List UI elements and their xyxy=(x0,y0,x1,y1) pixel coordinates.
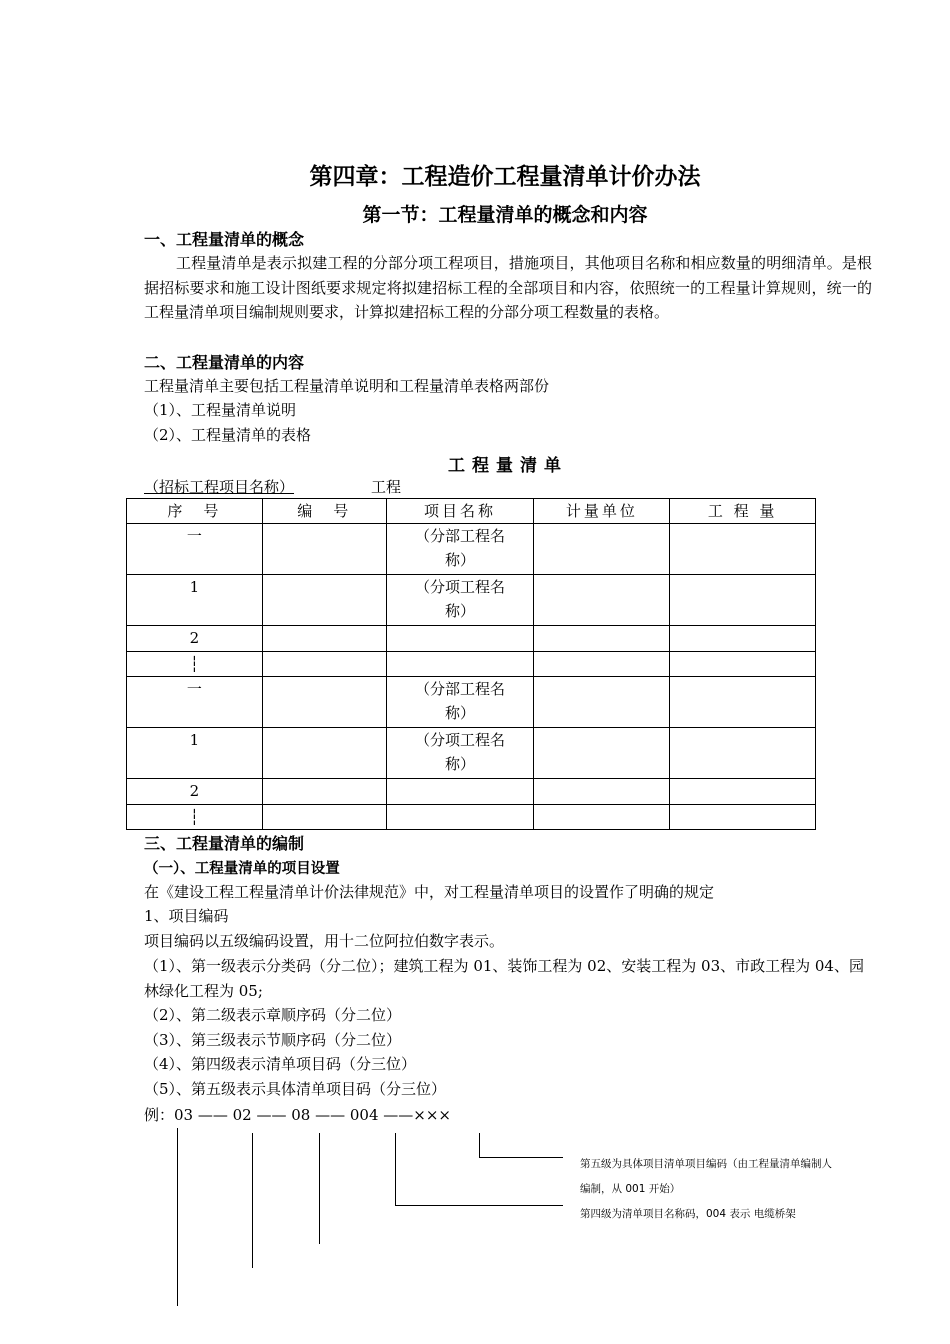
table-title: 工程量清单 xyxy=(448,456,568,476)
cell-quantity xyxy=(670,524,816,575)
cell-quantity xyxy=(670,779,816,805)
cell-code xyxy=(262,779,386,805)
compilation-para-1: 在《建设工程工程量清单计价法律规范》中，对工程量清单项目的设置作了明确的规定 xyxy=(144,883,715,901)
cell-code xyxy=(262,524,386,575)
compilation-para-2: 1、项目编码 xyxy=(144,907,229,925)
cell-quantity xyxy=(670,575,816,626)
heading-compilation: 三、工程量清单的编制 xyxy=(144,834,305,853)
table-row xyxy=(127,524,816,575)
cell-unit xyxy=(534,677,670,728)
content-item-1: （1）、工程量清单说明 xyxy=(144,401,297,419)
cell-unit xyxy=(534,728,670,779)
cell-item-name xyxy=(386,626,534,652)
concept-paragraph: 工程量清单是表示拟建工程的分部分项工程项目，措施项目，其他项目名称和相应数量的明细清单。是根据招标要求和施工设计图纸要求规定将拟建招标工程的全部项目和内容，依照统一的工程量计算规则，统一的工程量清单项目编制规则要求，计算拟建招标工程的分部分项工程数量的表格。 xyxy=(144,254,872,321)
cell-unit xyxy=(534,652,670,677)
note-level-4: 第四级为清单项目名称码，004 表示 电缆桥架 xyxy=(580,1208,796,1220)
table-row xyxy=(127,652,816,677)
connector-level-4 xyxy=(396,1133,564,1206)
code-example: 例：03 —— 02 —— 08 —— 004 ——××× xyxy=(144,1106,451,1124)
cell-item-name xyxy=(386,779,534,805)
cell-item-name: （分部工程名称） xyxy=(386,524,534,575)
cell-unit xyxy=(534,626,670,652)
cell-seq: 1 xyxy=(127,728,263,779)
cell-seq: 2 xyxy=(127,626,263,652)
cell-seq: 1 xyxy=(127,575,263,626)
cell-item-name: （分项工程名称） xyxy=(386,728,534,779)
subheading-item-setup: （一）、工程量清单的项目设置 xyxy=(144,861,340,877)
cell-quantity xyxy=(670,652,816,677)
code-level-2: （2）、第二级表示章顺序码（分二位） xyxy=(144,1006,402,1024)
header-seq: 序 号 xyxy=(127,499,263,524)
table-header-row xyxy=(127,499,816,524)
cell-seq: ┆ xyxy=(127,805,263,830)
cell-quantity xyxy=(670,728,816,779)
header-code: 编 号 xyxy=(262,499,386,524)
table-row xyxy=(127,677,816,728)
code-level-1: （1）、第一级表示分类码（分二位）；建筑工程为 01、装饰工程为 02、安装工程为 03、市政工程为 04、园林绿化工程为 05; xyxy=(144,957,864,1000)
header-quantity: 工 程 量 xyxy=(670,499,816,524)
table-row xyxy=(127,805,816,830)
cell-seq: 一 xyxy=(127,524,263,575)
cell-unit xyxy=(534,805,670,830)
cell-code xyxy=(262,652,386,677)
cell-code xyxy=(262,575,386,626)
chapter-title: 第四章：工程造价工程量清单计价办法 xyxy=(309,164,701,190)
code-level-5: （5）、第五级表示具体清单项目码（分三位） xyxy=(144,1080,447,1098)
cell-code xyxy=(262,677,386,728)
cell-unit xyxy=(534,524,670,575)
cell-item-name: （分部工程名称） xyxy=(386,677,534,728)
cell-seq: ┆ xyxy=(127,652,263,677)
compilation-para-3: 项目编码以五级编码设置，用十二位阿拉伯数字表示。 xyxy=(144,932,505,950)
cell-unit xyxy=(534,575,670,626)
cell-quantity xyxy=(670,677,816,728)
connector-level-5 xyxy=(480,1133,564,1158)
cell-quantity xyxy=(670,626,816,652)
cell-item-name xyxy=(386,805,534,830)
table-row xyxy=(127,728,816,779)
cell-item-name xyxy=(386,652,534,677)
cell-item-name: （分项工程名称） xyxy=(386,575,534,626)
note-level-5-line2: 编制，从 001 开始） xyxy=(580,1183,681,1195)
project-suffix: 工程 xyxy=(371,478,402,496)
heading-concept: 一、工程量清单的概念 xyxy=(144,230,305,249)
note-level-5-line1: 第五级为具体项目清单项目编码（由工程量清单编制人 xyxy=(580,1158,832,1170)
content-intro: 工程量清单主要包括工程量清单说明和工程量清单表格两部份 xyxy=(144,377,550,395)
code-level-4: （4）、第四级表示清单项目码（分三位） xyxy=(144,1055,417,1073)
cell-code xyxy=(262,805,386,830)
cell-code xyxy=(262,626,386,652)
cell-unit xyxy=(534,779,670,805)
header-unit: 计量单位 xyxy=(534,499,670,524)
cell-quantity xyxy=(670,805,816,830)
heading-content: 二、工程量清单的内容 xyxy=(144,353,305,372)
cell-code xyxy=(262,728,386,779)
header-item-name: 项目名称 xyxy=(386,499,534,524)
table-row xyxy=(127,626,816,652)
table-row xyxy=(127,575,816,626)
cell-seq: 一 xyxy=(127,677,263,728)
table-row xyxy=(127,779,816,805)
project-name: （招标工程项目名称） xyxy=(144,478,295,496)
bill-of-quantities-table xyxy=(126,498,816,830)
section-title: 第一节：工程量清单的概念和内容 xyxy=(362,204,648,226)
code-level-3: （3）、第三级表示节顺序码（分二位） xyxy=(144,1031,402,1049)
cell-seq: 2 xyxy=(127,779,263,805)
content-item-2: （2）、工程量清单的表格 xyxy=(144,426,312,444)
